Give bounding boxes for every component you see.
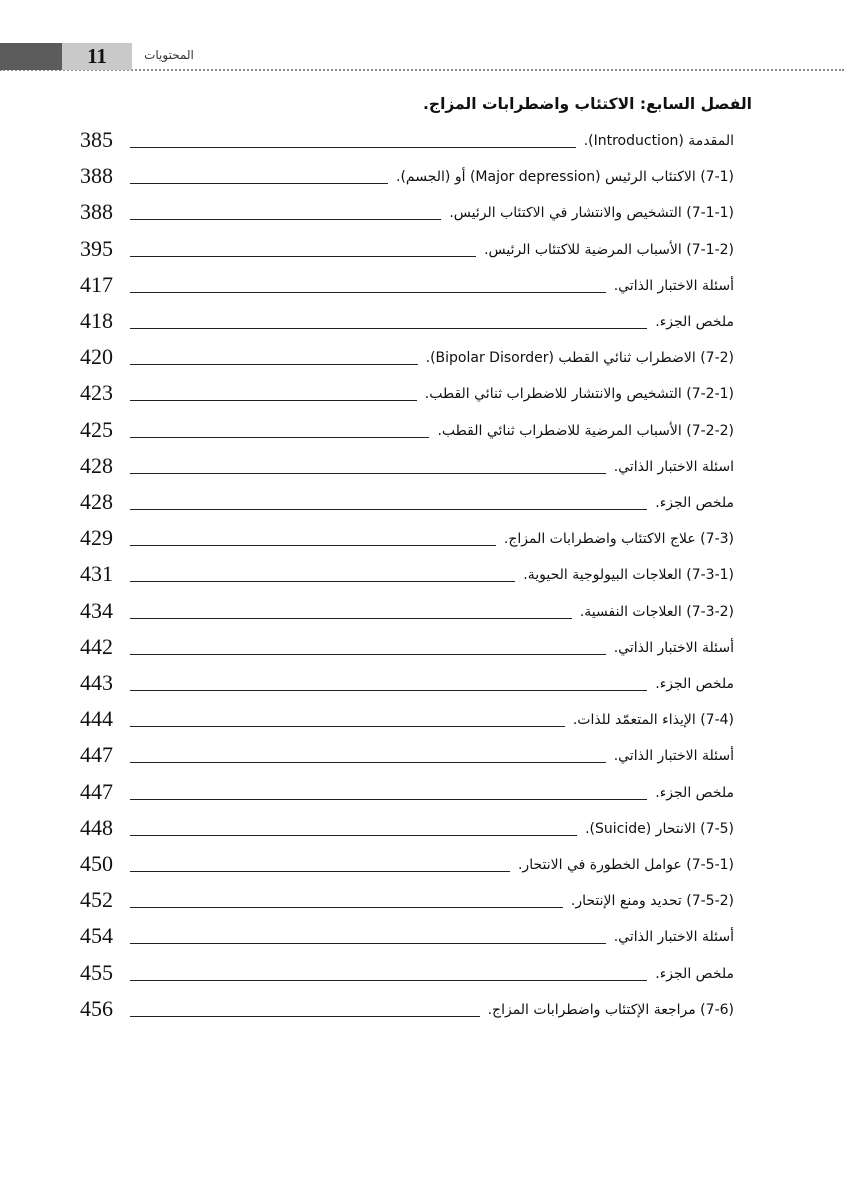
toc-leader-line (130, 292, 606, 293)
toc-entry (0, 558, 844, 594)
toc-page-number: 452 (80, 887, 113, 913)
toc-entry (0, 450, 844, 486)
toc-leader-line (130, 473, 606, 474)
toc-page-number: 434 (80, 597, 113, 623)
toc-leader-line (130, 943, 606, 944)
toc-entry-title: (7-1) الاكتئاب الرئيس (Major depression) أو (الجسم). (394, 164, 734, 190)
toc-entry-title: أسئلة الاختبار الذاتي. (612, 273, 734, 299)
header-bar (0, 43, 62, 70)
toc-leader-line (130, 437, 429, 438)
toc-entry-title: أسئلة الاختبار الذاتي. (612, 635, 734, 661)
toc-leader-line (130, 509, 647, 510)
toc-leader-line (130, 183, 388, 184)
toc-entry-title: (7-3-2) العلاجات النفسية. (578, 599, 734, 625)
toc-leader-line (130, 980, 647, 981)
toc-leader-line (130, 799, 647, 800)
toc-page-number: 454 (80, 923, 113, 949)
toc-page-number: 388 (80, 163, 113, 189)
toc-leader-line (130, 364, 418, 365)
toc-list (0, 124, 844, 1024)
toc-entry-title: (7-1-1) التشخيص والانتشار في الاكتئاب الرئيس. (447, 200, 734, 226)
toc-page-number: 447 (80, 742, 113, 768)
toc-entry-title: (7-4) الإيذاء المتعمّد للذات. (571, 707, 734, 733)
toc-entry (0, 160, 844, 196)
toc-page-number: 388 (80, 199, 113, 225)
toc-leader-line (130, 545, 496, 546)
toc-page-number: 455 (80, 959, 113, 985)
toc-entry-title: ملخص الجزء. (653, 961, 734, 987)
toc-entry-title: (7-1-2) الأسباب المرضية للاكتئاب الرئيس. (482, 237, 734, 263)
toc-entry (0, 196, 844, 232)
toc-entry (0, 233, 844, 269)
toc-entry (0, 920, 844, 956)
toc-entry-title: (7-5) الانتحار (Suicide). (583, 816, 734, 842)
toc-page-number: 442 (80, 633, 113, 659)
toc-leader-line (130, 762, 606, 763)
toc-leader-line (130, 400, 417, 401)
toc-page-number: 420 (80, 344, 113, 370)
toc-entry-title: (7-3) علاج الاكتئاب واضطرابات المزاج. (502, 526, 734, 552)
toc-leader-line (130, 256, 476, 257)
toc-entry (0, 812, 844, 848)
toc-page-number: 448 (80, 814, 113, 840)
toc-page-number: 425 (80, 416, 113, 442)
toc-entry (0, 848, 844, 884)
toc-page-number: 418 (80, 308, 113, 333)
toc-entry (0, 595, 844, 631)
running-header-label: المحتويات (144, 48, 194, 62)
toc-entry (0, 739, 844, 775)
toc-page-number: 395 (80, 235, 113, 261)
toc-entry (0, 776, 844, 812)
toc-entry-title: (7-3-1) العلاجات البيولوجية الحيوية. (521, 562, 734, 588)
toc-leader-line (130, 618, 572, 619)
toc-entry (0, 667, 844, 703)
toc-page-number: 450 (80, 851, 113, 876)
toc-leader-line (130, 147, 576, 148)
toc-entry (0, 703, 844, 739)
toc-entry-title: أسئلة الاختبار الذاتي. (612, 743, 734, 769)
toc-entry-title: المقدمة (Introduction). (582, 128, 734, 154)
toc-leader-line (130, 907, 563, 908)
toc-leader-line (130, 690, 647, 691)
toc-entry (0, 486, 844, 522)
toc-page-number: 423 (80, 380, 113, 406)
toc-leader-line (130, 835, 577, 836)
toc-entry-title: ملخص الجزء. (653, 490, 734, 516)
toc-entry (0, 305, 844, 341)
toc-entry-title: اسئلة الاختبار الذاتي. (612, 454, 734, 480)
toc-page-number: 447 (80, 778, 113, 804)
toc-entry (0, 631, 844, 667)
toc-entry (0, 522, 844, 558)
toc-entry (0, 957, 844, 993)
toc-page-number: 428 (80, 452, 113, 478)
toc-entry-title: (7-2-1) التشخيص والانتشار للاضطراب ثنائي القطب. (423, 381, 734, 407)
toc-page-number: 431 (80, 561, 113, 587)
toc-leader-line (130, 1016, 480, 1017)
toc-entry-title: (7-6) مراجعة الإكتئاب واضطرابات المزاج. (486, 997, 734, 1023)
toc-entry (0, 377, 844, 413)
toc-leader-line (130, 328, 647, 329)
toc-entry-title: ملخص الجزء. (653, 780, 734, 806)
page-number: 11 (62, 43, 132, 70)
toc-entry (0, 884, 844, 920)
toc-entry-title: ملخص الجزء. (653, 309, 734, 335)
toc-entry (0, 269, 844, 305)
toc-leader-line (130, 654, 606, 655)
toc-entry (0, 414, 844, 450)
toc-leader-line (130, 726, 565, 727)
toc-entry-title: أسئلة الاختبار الذاتي. (612, 924, 734, 950)
toc-leader-line (130, 581, 515, 582)
toc-entry-title: (7-5-2) تحديد ومنع الإنتحار. (569, 888, 734, 914)
toc-leader-line (130, 219, 441, 220)
toc-entry-title: ملخص الجزء. (653, 671, 734, 697)
toc-entry (0, 341, 844, 377)
toc-page-number: 429 (80, 525, 113, 551)
toc-page-number: 385 (80, 127, 113, 152)
toc-entry (0, 124, 844, 160)
toc-page-number: 428 (80, 489, 113, 514)
toc-entry (0, 993, 844, 1029)
toc-leader-line (130, 871, 510, 872)
toc-page-number: 417 (80, 271, 113, 297)
chapter-title: الفصل السابع: الاكتئاب واضطرابات المزاج. (423, 95, 752, 113)
toc-page-number: 444 (80, 706, 113, 732)
toc-entry-title: (7-2-2) الأسباب المرضية للاضطراب ثنائي القطب. (435, 418, 734, 444)
toc-page-number: 443 (80, 670, 113, 695)
toc-entry-title: (7-2) الاضطراب ثنائي القطب (Bipolar Disorder). (424, 345, 734, 371)
toc-entry-title: (7-5-1) عوامل الخطورة في الانتحار. (516, 852, 734, 878)
toc-page-number: 456 (80, 995, 113, 1021)
